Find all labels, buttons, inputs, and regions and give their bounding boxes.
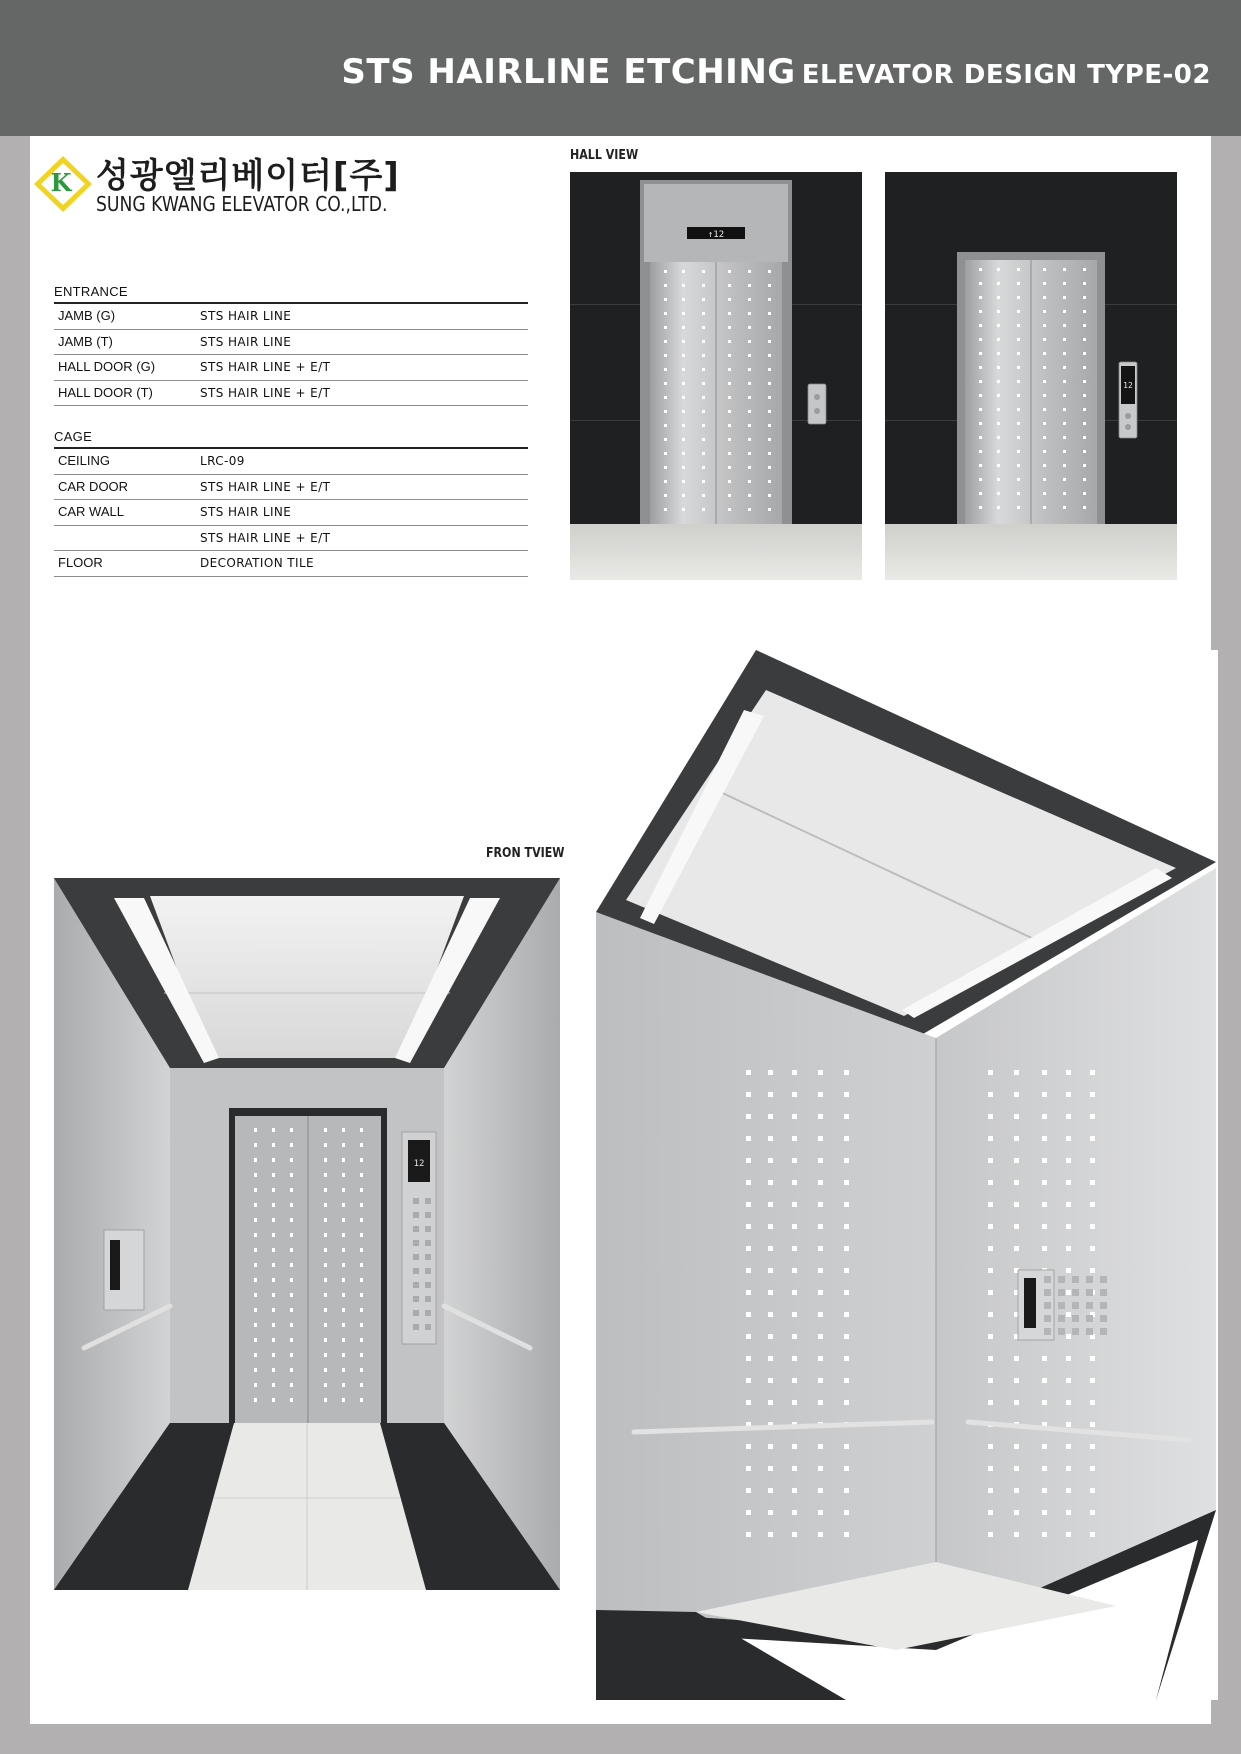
entrance-spec-table bbox=[54, 282, 528, 406]
spec-sheet bbox=[30, 136, 1211, 1724]
page-title bbox=[341, 52, 1211, 92]
spec-label: HALL DOOR (G) bbox=[58, 359, 156, 374]
company-logo bbox=[32, 148, 432, 218]
cage-title: CAGE bbox=[54, 429, 93, 444]
spec-value: STS HAIR LINE bbox=[200, 334, 292, 349]
table-row bbox=[54, 330, 528, 356]
spec-value: STS HAIR LINE + E/T bbox=[200, 360, 331, 374]
hall-call-button-panel bbox=[808, 384, 826, 424]
title-main: STS HAIRLINE ETCHING bbox=[341, 52, 796, 92]
table-row bbox=[54, 355, 528, 381]
table-row bbox=[54, 304, 528, 330]
table-row bbox=[54, 381, 528, 407]
spec-label: CEILING bbox=[58, 453, 111, 468]
title-sub: ELEVATOR DESIGN TYPE-02 bbox=[801, 60, 1211, 90]
hall-view-image-2 bbox=[885, 172, 1177, 580]
table-row bbox=[54, 551, 528, 577]
logo-english-name: SUNG KWANG ELEVATOR CO.,LTD. bbox=[96, 192, 388, 216]
hall-view-label: HALL VIEW bbox=[570, 148, 639, 163]
spec-label: JAMB (T) bbox=[58, 333, 113, 349]
spec-label: FLOOR bbox=[58, 555, 103, 570]
front-view-label: FRON TVIEW bbox=[486, 846, 565, 861]
spec-value: STS HAIR LINE + E/T bbox=[200, 479, 331, 494]
spec-label: CAR WALL bbox=[58, 504, 124, 519]
front-view-image bbox=[54, 878, 560, 1590]
spec-value: DECORATION TILE bbox=[200, 556, 315, 570]
table-row bbox=[54, 500, 528, 526]
spec-value: STS HAIR LINE + E/T bbox=[200, 385, 331, 400]
spec-label: HALL DOOR (T) bbox=[58, 384, 153, 400]
hall-panel-floor: 12 bbox=[1123, 381, 1133, 390]
logo-korean-name: 성광엘리베이터[주] bbox=[96, 156, 400, 196]
spec-label: CAR DOOR bbox=[58, 478, 129, 494]
cage-spec-table bbox=[54, 427, 528, 577]
page-header bbox=[0, 0, 1241, 136]
table-row bbox=[54, 475, 528, 501]
table-row bbox=[54, 526, 528, 552]
car-panel-floor: 12 bbox=[413, 1159, 425, 1169]
spec-value: STS HAIR LINE bbox=[200, 309, 292, 323]
spec-value: LRC-09 bbox=[200, 454, 245, 468]
hall-indicator-display: ↑12 bbox=[707, 230, 725, 240]
table-row bbox=[54, 449, 528, 475]
entrance-title: ENTRANCE bbox=[54, 284, 128, 299]
spec-label bbox=[54, 526, 200, 551]
logo-mark: K bbox=[50, 168, 72, 197]
hall-view-image-1 bbox=[570, 172, 862, 580]
spec-value: STS HAIR LINE bbox=[200, 505, 292, 519]
spec-value: STS HAIR LINE + E/T bbox=[200, 530, 331, 545]
spec-label: JAMB (G) bbox=[58, 308, 116, 323]
rear-view-image bbox=[596, 650, 1218, 1700]
